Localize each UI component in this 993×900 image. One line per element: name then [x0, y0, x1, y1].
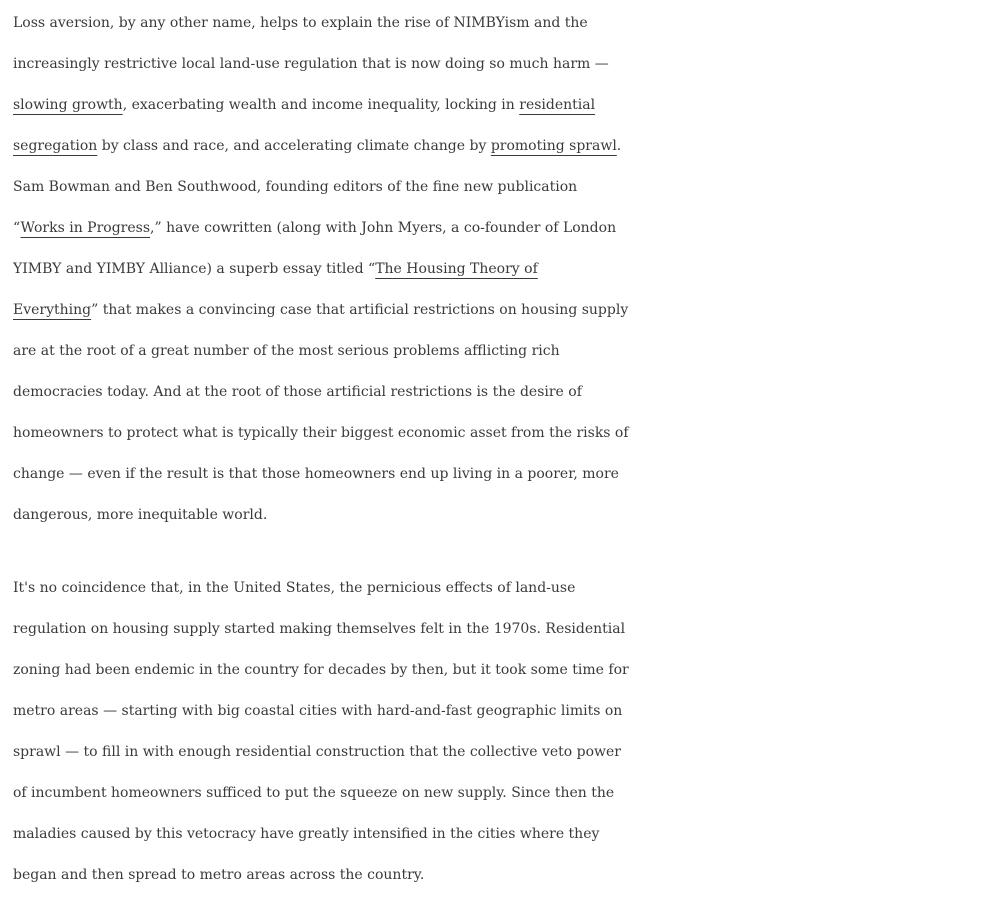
text-line [13, 372, 993, 413]
text-line [13, 331, 993, 372]
text-run: are at the root of a great number of the most serious problems afflicting rich [13, 343, 560, 359]
text-line [13, 855, 993, 896]
text-run: It's no coincidence that, in the United States, the pernicious effects of land-use [13, 580, 576, 596]
text-line [13, 208, 993, 249]
paragraph-loss-aversion [13, 3, 993, 536]
text-run: zoning had been endemic in the country for decades by then, but it took some time for [13, 662, 629, 678]
text-run: sprawl — to fill in with enough residential construction that the collective veto power [13, 744, 621, 760]
text-line [13, 44, 993, 85]
text-line [13, 167, 993, 208]
text-run: Loss aversion, by any other name, helps to explain the rise of NIMBYism and the [13, 15, 588, 31]
text-run: increasingly restrictive local land-use regulation that is now doing so much harm — [13, 56, 609, 72]
text-line [13, 126, 993, 167]
text-run: ,” have cowritten (along with John Myers, a co-founder of London [150, 220, 617, 236]
text-line [13, 650, 993, 691]
text-line [13, 3, 993, 44]
text-line [13, 85, 993, 126]
text-line [13, 495, 993, 536]
text-run: regulation on housing supply started making themselves felt in the 1970s. Residential [13, 621, 626, 637]
link-residential-segregation-cont[interactable]: segregation [13, 138, 98, 154]
text-line [13, 691, 993, 732]
text-run: metro areas — starting with big coastal cities with hard-and-fast geographic limits on [13, 703, 623, 719]
text-line [13, 568, 993, 609]
text-run: “ [13, 220, 21, 236]
link-housing-theory-cont[interactable]: Everything [13, 302, 92, 318]
text-line [13, 249, 993, 290]
text-run: , exacerbating wealth and income inequality, locking in [122, 97, 520, 113]
text-run: YIMBY and YIMBY Alliance) a superb essay titled “ [13, 261, 376, 277]
text-line [13, 609, 993, 650]
text-run: began and then spread to metro areas across the country. [13, 867, 425, 883]
text-line [13, 773, 993, 814]
text-line [13, 732, 993, 773]
text-run: change — even if the result is that those homeowners end up living in a poorer, more [13, 466, 619, 482]
text-line [13, 454, 993, 495]
text-run: maladies caused by this vetocracy have greatly intensified in the cities where they [13, 826, 600, 842]
text-run: ” that makes a convincing case that artificial restrictions on housing supply [91, 302, 629, 318]
text-line [13, 413, 993, 454]
link-residential-segregation[interactable]: residential [519, 97, 596, 113]
link-works-in-progress[interactable]: Works in Progress [20, 220, 151, 236]
link-slowing-growth[interactable]: slowing growth [13, 97, 123, 113]
text-run: of incumbent homeowners sufficed to put the squeeze on new supply. Since then the [13, 785, 615, 801]
text-run: dangerous, more inequitable world. [13, 507, 268, 523]
link-promoting-sprawl[interactable]: promoting sprawl [490, 138, 617, 154]
text-run: Sam Bowman and Ben Southwood, founding editors of the fine new publication [13, 179, 578, 195]
paragraph-no-coincidence [13, 568, 993, 896]
text-line [13, 814, 993, 855]
text-run: by class and race, and accelerating climate change by [97, 138, 491, 154]
text-run: homeowners to protect what is typically their biggest economic asset from the risks of [13, 425, 629, 441]
text-run: . [616, 138, 622, 154]
text-line [13, 290, 993, 331]
text-run: democracies today. And at the root of those artificial restrictions is the desire of [13, 384, 582, 400]
link-housing-theory[interactable]: The Housing Theory of [375, 261, 538, 277]
